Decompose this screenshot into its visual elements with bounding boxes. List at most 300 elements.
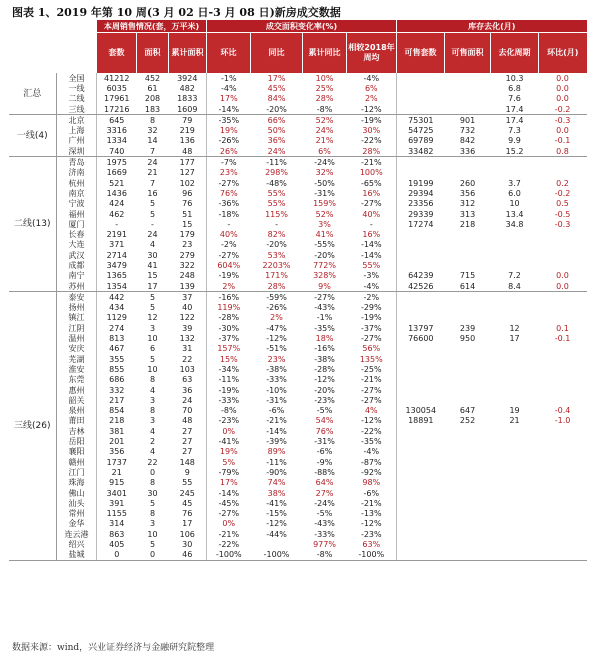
city-name: 宁波 <box>57 199 97 209</box>
table-cell: - <box>115 219 119 229</box>
table-cell: -27% <box>207 250 251 260</box>
table-cell <box>445 467 491 477</box>
city-name: 韶关 <box>57 395 97 405</box>
table-cell <box>539 529 587 539</box>
table-row <box>9 354 587 364</box>
city-name: 深圳 <box>57 146 97 157</box>
city-name: 济南 <box>57 168 97 178</box>
table-cell: 76% <box>315 426 334 436</box>
city-name: 江阴 <box>57 323 97 333</box>
table-cell: -27% <box>360 385 382 395</box>
table-cell: -26% <box>266 303 287 313</box>
table-cell: 5 <box>149 209 156 219</box>
table-cell: -7% <box>207 157 251 168</box>
table-cell <box>445 457 491 467</box>
table-cell: 79 <box>182 115 193 125</box>
table-cell: 2% <box>364 94 378 104</box>
table-cell: 40% <box>362 209 381 219</box>
table-cell: 1975 <box>106 158 127 168</box>
table-cell: -22% <box>360 426 382 436</box>
table-cell: 248 <box>179 271 195 281</box>
table-cell <box>491 385 539 395</box>
table-cell: 40% <box>207 229 251 239</box>
table-cell: 8 <box>149 478 156 488</box>
table-cell: -1.0 <box>554 416 571 426</box>
table-cell: -11% <box>266 457 287 467</box>
table-cell: 5 <box>149 199 156 209</box>
table-cell <box>445 364 491 374</box>
table-cell <box>397 250 445 260</box>
table-row <box>9 157 587 168</box>
table-cell: 50% <box>267 126 286 136</box>
table-cell: 82% <box>267 230 286 240</box>
table-cell <box>397 344 445 354</box>
table-cell: 521 <box>109 178 125 188</box>
table-cell <box>491 426 539 436</box>
table-cell <box>539 260 587 270</box>
table-cell: 3 <box>149 323 156 333</box>
city-name: 成都 <box>57 260 97 270</box>
city-name: 广州 <box>57 136 97 146</box>
table-cell: 41% <box>315 230 334 240</box>
table-cell: -38% <box>266 364 287 374</box>
table-cell: 130054 <box>397 406 445 416</box>
table-cell <box>445 426 491 436</box>
table-cell: 21 <box>111 467 122 477</box>
table-cell: -35% <box>314 323 335 333</box>
table-cell <box>445 73 491 83</box>
table-cell: -33% <box>266 375 287 385</box>
table-cell: -0.4 <box>554 406 571 416</box>
corner-blank <box>9 20 57 73</box>
table-cell: 46 <box>169 550 207 561</box>
city-name: 绍兴 <box>57 539 97 549</box>
table-cell: 1129 <box>106 313 127 323</box>
table-cell: 27 <box>182 447 193 457</box>
table-cell <box>539 229 587 239</box>
column-header: 可售面积 <box>445 33 491 74</box>
table-cell: 356 <box>109 447 125 457</box>
table-cell: 2 <box>149 437 156 447</box>
city-name: 东莞 <box>57 375 97 385</box>
table-row <box>9 375 587 385</box>
table-cell <box>491 260 539 270</box>
table-cell: 0 <box>137 550 169 561</box>
table-cell: 1737 <box>106 457 127 467</box>
table-cell: 16% <box>362 230 381 240</box>
table-cell: 17% <box>207 478 251 488</box>
table-cell: 0.0 <box>556 271 569 281</box>
table-cell: 66% <box>267 115 286 125</box>
table-cell: 7.3 <box>508 126 521 136</box>
table-cell: 16 <box>147 188 158 198</box>
table-cell: 52% <box>315 115 334 125</box>
table-row <box>9 416 587 426</box>
table-cell: 740 <box>97 146 137 157</box>
table-cell: 17 <box>509 334 520 344</box>
table-cell: -14% <box>266 426 287 436</box>
table-cell: -4% <box>347 281 397 292</box>
table-cell: 19 <box>509 406 520 416</box>
table-cell: 9 <box>184 467 190 477</box>
table-cell: 6035 <box>106 83 127 93</box>
table-cell: -87% <box>360 457 382 467</box>
table-cell: -8% <box>303 104 347 115</box>
table-cell: 219 <box>179 126 195 136</box>
table-cell <box>397 529 445 539</box>
table-cell: 34.8 <box>505 219 524 229</box>
table-cell: 4 <box>149 447 156 457</box>
table-cell: 10 <box>147 364 158 374</box>
table-cell: -15% <box>266 509 287 519</box>
table-cell: -0.3 <box>554 115 571 125</box>
table-cell <box>397 292 445 303</box>
table-cell <box>397 157 445 168</box>
table-cell <box>539 457 587 467</box>
table-cell: -33% <box>207 395 251 405</box>
table-cell: 356 <box>459 188 476 198</box>
table-cell: -19% <box>360 313 382 323</box>
table-cell: -31% <box>314 437 335 447</box>
table-row <box>9 406 587 416</box>
city-name: 淮安 <box>57 364 97 374</box>
table-cell: -4% <box>363 447 380 457</box>
table-cell: - <box>369 219 373 229</box>
table-cell <box>539 447 587 457</box>
table-cell: 55% <box>267 199 286 209</box>
table-cell: 53% <box>267 250 286 260</box>
table-row <box>9 292 587 303</box>
table-cell: -23% <box>314 395 335 405</box>
table-cell <box>491 550 539 561</box>
table-row <box>9 323 587 333</box>
table-cell: 0 <box>97 550 137 561</box>
table-cell: -100% <box>347 550 397 561</box>
table-cell: 84% <box>267 94 286 104</box>
table-cell: 41 <box>147 260 158 270</box>
table-cell: 0.1 <box>556 323 569 333</box>
table-cell: 89% <box>267 447 286 457</box>
table-cell: 715 <box>459 271 476 281</box>
table-cell: 54725 <box>397 125 445 135</box>
table-cell <box>251 539 303 549</box>
table-cell: 55% <box>362 260 381 270</box>
table-row <box>9 271 587 281</box>
table-cell: -41% <box>266 498 287 508</box>
table-row <box>9 178 587 188</box>
table-cell: -6% <box>268 406 285 416</box>
table-cell <box>445 354 491 364</box>
table-cell <box>539 364 587 374</box>
table-cell: 6.8 <box>508 83 521 93</box>
table-cell <box>445 519 491 529</box>
table-row <box>9 168 587 178</box>
table-cell: 76 <box>182 509 193 519</box>
table-cell: 371 <box>109 240 125 250</box>
table-cell <box>539 488 587 498</box>
table-cell <box>445 303 491 313</box>
data-source-note: 数据来源：wind，兴业证券经济与金融研究院整理 <box>12 643 215 653</box>
table-cell: 75301 <box>397 115 445 126</box>
table-cell: - <box>151 219 154 229</box>
table-cell: -1% <box>316 313 333 323</box>
table-row <box>9 519 587 529</box>
table-cell: 136 <box>179 136 195 146</box>
table-cell: 24 <box>182 395 193 405</box>
table-row <box>9 209 587 219</box>
table-cell <box>539 436 587 446</box>
city-name: 北京 <box>57 115 97 126</box>
city-name: 襄阳 <box>57 447 97 457</box>
table-cell: -65% <box>360 178 382 188</box>
table-cell: -59% <box>266 292 287 302</box>
table-cell <box>491 229 539 239</box>
table-cell <box>445 539 491 549</box>
table-row <box>9 125 587 135</box>
table-cell: 772% <box>313 260 336 270</box>
table-cell: -6% <box>363 488 380 498</box>
table-cell: 8 <box>149 406 156 416</box>
table-cell: -21% <box>266 416 287 426</box>
table-cell: 119% <box>207 303 251 313</box>
table-cell: -43% <box>314 519 335 529</box>
table-cell <box>491 344 539 354</box>
column-header: 环比(月) <box>539 33 587 74</box>
header-group-change: 成交面积变化率(%) <box>207 20 397 33</box>
column-header: 去化周期 <box>491 33 539 74</box>
table-cell: 0.0 <box>556 83 569 93</box>
table-cell: -100% <box>251 550 303 561</box>
table-cell <box>397 498 445 508</box>
table-cell: 18891 <box>397 416 445 426</box>
table-cell: -12% <box>360 519 382 529</box>
city-name: 大连 <box>57 240 97 250</box>
table-cell: 76% <box>207 188 251 198</box>
table-cell <box>397 447 445 457</box>
table-row <box>9 333 587 343</box>
table-cell <box>539 168 587 178</box>
table-cell <box>491 395 539 405</box>
table-cell <box>491 436 539 446</box>
table-row <box>9 219 587 229</box>
table-cell: 2203% <box>262 260 291 270</box>
table-cell: 5 <box>149 354 156 364</box>
city-name: 芜湖 <box>57 354 97 364</box>
table-cell: -27% <box>207 178 251 188</box>
table-cell: -0.5 <box>554 209 571 219</box>
table-cell: 40 <box>182 303 193 313</box>
table-cell: 452 <box>144 73 161 83</box>
table-cell: 51 <box>182 209 193 219</box>
table-cell: 54% <box>315 416 334 426</box>
table-cell: 3316 <box>106 126 127 136</box>
table-cell <box>397 303 445 313</box>
table-cell: 6 <box>149 344 156 354</box>
table-cell: 0% <box>207 519 251 529</box>
table-cell: 38% <box>267 488 286 498</box>
table-cell: -21% <box>360 158 382 168</box>
table-cell: 3 <box>149 416 156 426</box>
new-housing-table <box>8 20 587 561</box>
table-cell: 6% <box>303 146 347 157</box>
table-cell: 56% <box>362 344 381 354</box>
table-cell <box>397 395 445 405</box>
table-cell: -55% <box>314 240 335 250</box>
table-cell <box>397 260 445 270</box>
table-cell <box>397 436 445 446</box>
table-row <box>9 146 587 157</box>
table-cell: 217 <box>109 395 125 405</box>
table-cell <box>539 467 587 477</box>
table-cell: 64239 <box>397 271 445 281</box>
table-cell: 7 <box>137 146 169 157</box>
table-cell: 31 <box>182 344 193 354</box>
table-cell: 19199 <box>397 178 445 188</box>
table-cell <box>445 313 491 323</box>
city-name: 泉州 <box>57 406 97 416</box>
table-row <box>9 115 587 126</box>
table-row <box>9 281 587 292</box>
table-cell: -51% <box>266 344 287 354</box>
header-group-inventory: 库存去化(月) <box>397 20 587 33</box>
table-cell: 1609 <box>169 104 207 115</box>
table-cell: 6.0 <box>508 188 521 198</box>
table-cell: 32% <box>315 168 334 178</box>
table-cell: 98% <box>362 478 381 488</box>
table-cell <box>445 436 491 446</box>
table-cell: 0.0 <box>539 281 587 292</box>
table-cell: -27% <box>360 395 382 405</box>
table-cell: -28% <box>207 313 251 323</box>
table-cell: -28% <box>314 364 335 374</box>
table-cell <box>539 250 587 260</box>
table-cell: 4% <box>364 406 378 416</box>
city-name: 常州 <box>57 508 97 518</box>
table-cell: -90% <box>266 467 287 477</box>
table-cell <box>445 478 491 488</box>
city-name: 南京 <box>57 188 97 198</box>
table-cell <box>397 94 445 104</box>
table-cell: 39 <box>182 323 193 333</box>
table-row <box>9 188 587 198</box>
table-cell: -0.1 <box>554 334 571 344</box>
table-cell: 17.4 <box>505 115 524 125</box>
city-name: 盐城 <box>57 550 97 561</box>
table-cell: 381 <box>109 426 125 436</box>
city-name: 江门 <box>57 467 97 477</box>
table-cell: 3401 <box>106 488 127 498</box>
city-name: 赣州 <box>57 457 97 467</box>
table-cell: -23% <box>207 416 251 426</box>
table-cell: 30 <box>147 250 158 260</box>
table-cell: 3924 <box>177 73 198 83</box>
table-cell: 17% <box>207 94 251 104</box>
city-name: 温州 <box>57 333 97 343</box>
city-name: 金华 <box>57 519 97 529</box>
table-row <box>9 229 587 239</box>
table-cell: 17216 <box>97 104 137 115</box>
table-cell: 76 <box>182 199 193 209</box>
table-cell: 977% <box>313 540 336 549</box>
column-header: 环比 <box>207 33 251 74</box>
table-cell: 96 <box>182 188 193 198</box>
corner-blank-2 <box>57 20 97 73</box>
table-cell <box>445 488 491 498</box>
table-cell: 2191 <box>106 230 127 240</box>
table-cell: 5 <box>149 303 156 313</box>
table-cell: 442 <box>109 292 125 302</box>
table-cell: 0.8 <box>539 146 587 157</box>
table-cell: 462 <box>109 209 125 219</box>
table-cell: 3 <box>149 519 156 529</box>
table-cell: 13.4 <box>505 209 524 219</box>
table-cell: -43% <box>314 303 335 313</box>
table-cell: -8% <box>303 550 347 561</box>
table-row <box>9 250 587 260</box>
table-cell <box>445 157 491 168</box>
table-cell <box>539 385 587 395</box>
table-row <box>9 447 587 457</box>
table-cell: 10 <box>147 529 158 539</box>
table-cell: -41% <box>207 436 251 446</box>
table-row <box>9 529 587 539</box>
table-cell <box>491 240 539 250</box>
table-cell: 314 <box>109 519 125 529</box>
column-header: 可售套数 <box>397 33 445 74</box>
table-cell: -8% <box>207 406 251 416</box>
table-cell: -29% <box>360 303 382 313</box>
table-cell: 22 <box>182 354 193 364</box>
table-cell: 647 <box>459 406 476 416</box>
table-cell <box>445 240 491 250</box>
table-row <box>9 303 587 313</box>
table-cell: 7.6 <box>508 94 521 104</box>
city-name: 珠海 <box>57 478 97 488</box>
city-name: 镇江 <box>57 313 97 323</box>
city-name: 长春 <box>57 229 97 239</box>
table-cell: 10 <box>147 334 158 344</box>
table-cell: -4% <box>207 83 251 93</box>
table-cell: 274 <box>109 323 125 333</box>
table-cell: 1354 <box>97 281 137 292</box>
region-label: 汇总 <box>9 73 57 115</box>
table-cell: -35% <box>360 437 382 447</box>
city-name: 全国 <box>57 73 97 83</box>
table-cell <box>539 395 587 405</box>
table-cell: 915 <box>109 478 125 488</box>
table-cell: -14% <box>207 104 251 115</box>
table-cell <box>491 157 539 168</box>
table-row <box>9 94 587 104</box>
city-name: 上海 <box>57 125 97 135</box>
table-cell: 26% <box>207 146 251 157</box>
table-cell <box>491 467 539 477</box>
table-row <box>9 436 587 446</box>
table-row <box>9 73 587 83</box>
table-cell: -12% <box>360 416 382 426</box>
table-cell: 16% <box>362 188 381 198</box>
column-header: 套数 <box>97 33 137 74</box>
table-row <box>9 488 587 498</box>
table-cell <box>397 457 445 467</box>
table-cell: 8 <box>149 375 156 385</box>
table-cell: 17.4 <box>491 104 539 115</box>
table-cell <box>445 385 491 395</box>
table-cell: -50% <box>314 178 335 188</box>
table-cell <box>397 229 445 239</box>
table-cell: 15 <box>147 271 158 281</box>
table-cell <box>539 344 587 354</box>
